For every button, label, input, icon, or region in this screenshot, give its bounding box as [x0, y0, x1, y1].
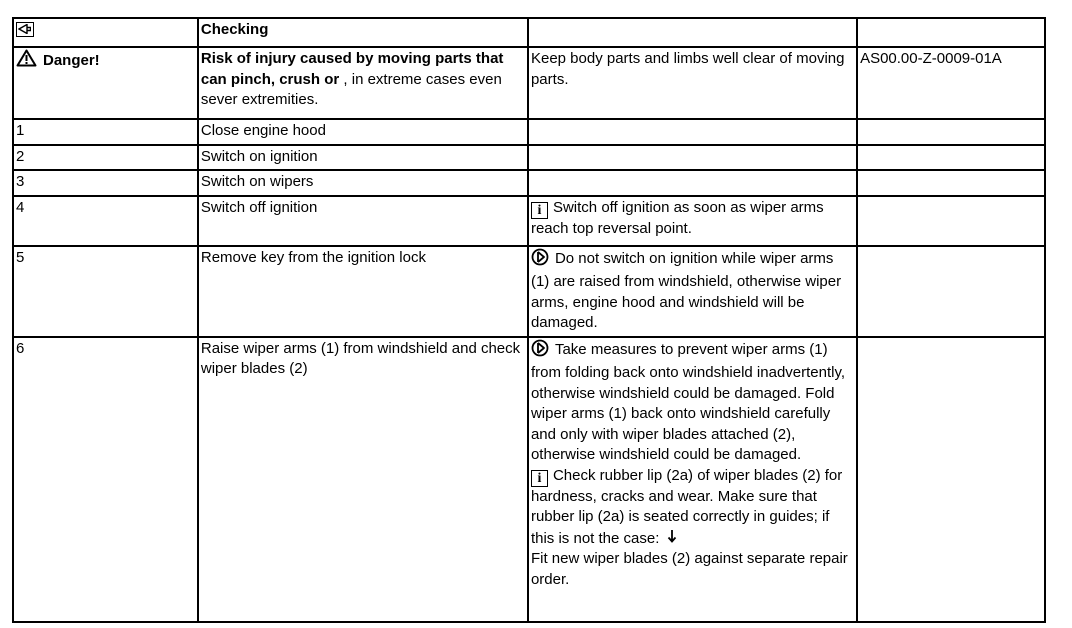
- step-number: 5: [13, 246, 198, 337]
- step-note-notice: Take measures to prevent wiper arms (1) from folding back onto windshield inadvertently, otherwise windshield could be damaged. Fold wiper arms (1) back onto windshield carefully and only with wiper blades attached (2), otherwise windshield could be damaged.: [530, 340, 846, 463]
- danger-code: AS00.00-Z-0009-01A: [857, 47, 1045, 119]
- info-paragraph: [531, 466, 854, 550]
- header-empty-cell: [528, 18, 857, 47]
- notice-icon: [531, 339, 549, 364]
- step-number: 2: [13, 145, 198, 171]
- step-note-cell: [528, 246, 857, 337]
- step-note: Do not switch on ignition while wiper arms (1) are raised from windshield, otherwise wiper arms, engine hood and windshield will be damaged.: [530, 249, 842, 331]
- step-row: [13, 246, 1045, 337]
- step-action: Switch on ignition: [198, 145, 528, 171]
- danger-risk-cell: [198, 47, 528, 119]
- danger-risk-bold: Risk of injury caused by moving parts that can pinch, crush or: [200, 50, 504, 88]
- procedure-table: [12, 17, 1046, 623]
- back-cell[interactable]: [13, 18, 198, 47]
- step-note-empty: [528, 119, 857, 145]
- back-arrow-icon[interactable]: [16, 22, 34, 37]
- notice-icon: [531, 248, 549, 273]
- danger-label-cell: [13, 47, 198, 119]
- info-icon: i: [531, 202, 548, 219]
- step-code-empty: [857, 119, 1045, 145]
- step-note-fix: Fit new wiper blades (2) against separate repair order.: [530, 550, 848, 588]
- notice-paragraph: [531, 339, 854, 466]
- danger-measure: Keep body parts and limbs well clear of moving parts.: [528, 47, 857, 119]
- danger-label: Danger!: [43, 52, 100, 69]
- step-row: [13, 119, 1045, 145]
- step-action: Close engine hood: [198, 119, 528, 145]
- step-row: [13, 145, 1045, 171]
- step-row: [13, 196, 1045, 246]
- step-action: Raise wiper arms (1) from windshield and check wiper blades (2): [198, 337, 528, 622]
- step-code-empty: [857, 170, 1045, 196]
- step-action: Switch on wipers: [198, 170, 528, 196]
- arrow-down-icon: [667, 528, 677, 549]
- step-note-info: Check rubber lip (2a) of wiper blades (2) for hardness, cracks and wear. Make sure that rubber lip (2a) is seated correctly in guides; if this is not the case:: [530, 466, 843, 547]
- step-note-empty: [528, 170, 857, 196]
- step-note-cell: [528, 196, 857, 246]
- danger-row: [13, 47, 1045, 119]
- step-number: 6: [13, 337, 198, 622]
- step-row: [13, 170, 1045, 196]
- header-empty-cell: [857, 18, 1045, 47]
- step-note-empty: [528, 145, 857, 171]
- step-number: 4: [13, 196, 198, 246]
- step-code-empty: [857, 145, 1045, 171]
- page-title: Checking: [198, 18, 528, 47]
- info-icon: i: [531, 470, 548, 487]
- step-action: Remove key from the ignition lock: [198, 246, 528, 337]
- step-code-empty: [857, 337, 1045, 622]
- step-number: 3: [13, 170, 198, 196]
- step-note-cell: [528, 337, 857, 622]
- step-row: [13, 337, 1045, 622]
- step-note: Switch off ignition as soon as wiper arms reach top reversal point.: [530, 198, 824, 237]
- danger-risk-normal: , in extreme cases even sever extremities.: [200, 70, 502, 108]
- step-action: Switch off ignition: [198, 196, 528, 246]
- warning-triangle-icon: [16, 49, 37, 74]
- step-number: 1: [13, 119, 198, 145]
- header-row: [13, 18, 1045, 47]
- step-code-empty: [857, 246, 1045, 337]
- step-code-empty: [857, 196, 1045, 246]
